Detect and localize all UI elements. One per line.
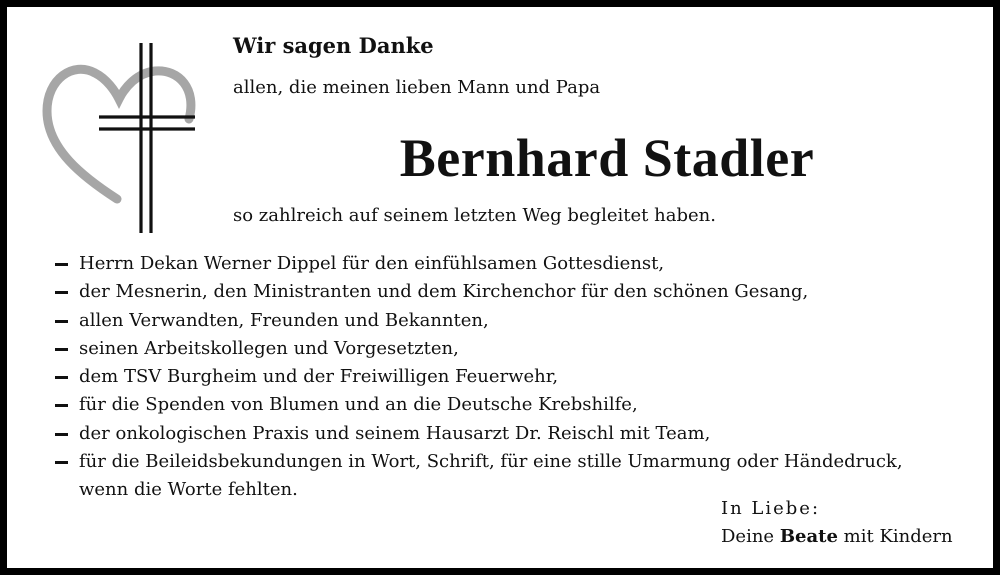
- list-item-text: der Mesnerin, den Ministranten und dem Kirchenchor für den schönen Gesang,: [79, 281, 809, 303]
- list-item-text: der onkologischen Praxis und seinem Hausarzt Dr. Reischl mit Team,: [79, 422, 711, 444]
- signoff-prefix: Deine: [721, 526, 775, 547]
- list-item-continuation: wenn die Worte fehlten.: [79, 479, 298, 501]
- list-item-text: für die Beileidsbekundungen in Wort, Schrift, für eine stille Umarmung oder Händedruck,: [79, 451, 903, 473]
- thanks-list: [55, 250, 903, 505]
- signoff-greeting: In Liebe:: [721, 498, 821, 519]
- deceased-name: Bernhard Stadler: [399, 128, 815, 188]
- signoff-name: Beate: [779, 526, 838, 547]
- dash-bullet: [55, 291, 68, 294]
- dash-bullet: [55, 461, 68, 464]
- signoff-suffix: mit Kindern: [843, 526, 953, 547]
- list-item-text: dem TSV Burgheim und der Freiwilligen Feuerwehr,: [79, 366, 559, 388]
- list-item: [55, 335, 903, 363]
- list-item-text: Herrn Dekan Werner Dippel für den einfühlsamen Gottesdienst,: [79, 253, 665, 274]
- dash-bullet: [55, 433, 68, 436]
- dash-bullet: [55, 376, 68, 379]
- list-item-text: für die Spenden von Blumen und an die Deutsche Krebshilfe,: [79, 394, 638, 416]
- list-item: [55, 363, 903, 391]
- intro-text: allen, die meinen lieben Mann und Papa: [233, 77, 601, 98]
- heading: Wir sagen Danke: [233, 33, 434, 58]
- dash-bullet: [55, 320, 68, 323]
- list-item: [55, 391, 903, 419]
- list-item: [55, 250, 903, 278]
- subline-text: so zahlreich auf seinem letzten Weg begleitet haben.: [233, 205, 716, 226]
- dash-bullet: [55, 263, 68, 266]
- signoff: [721, 495, 953, 551]
- list-item: [55, 420, 903, 448]
- list-item-text: seinen Arbeitskollegen und Vorgesetzten,: [79, 337, 459, 359]
- list-item: [55, 307, 903, 335]
- dash-bullet: [55, 348, 68, 351]
- list-item-text: allen Verwandten, Freunden und Bekannten,: [79, 309, 489, 331]
- list-item: [55, 278, 903, 306]
- dash-bullet: [55, 404, 68, 407]
